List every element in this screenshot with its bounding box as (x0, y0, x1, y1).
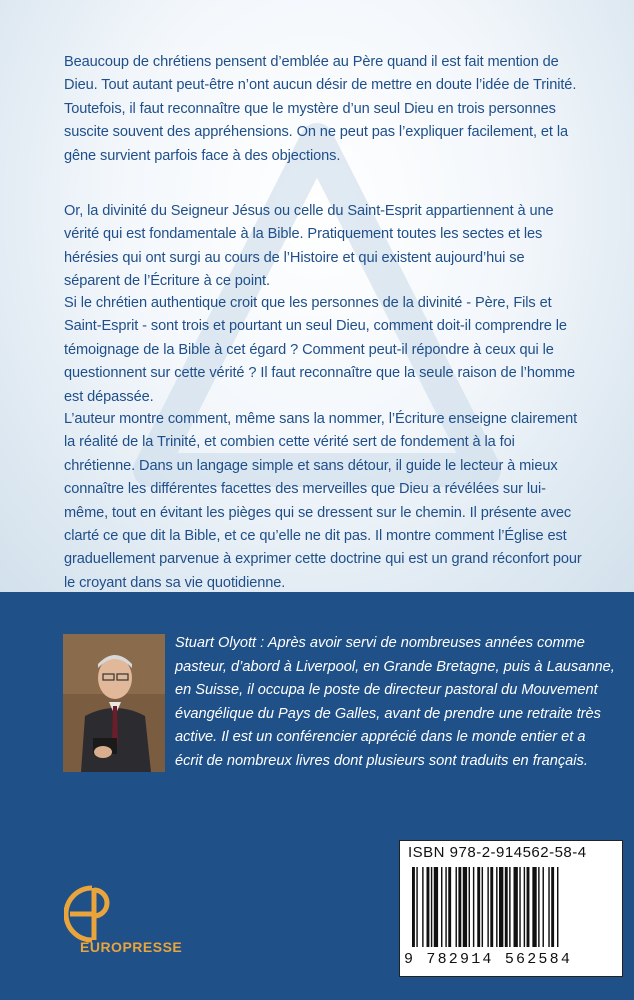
barcode-bar (551, 867, 554, 947)
author-photo (63, 634, 165, 772)
barcode-bar (524, 867, 525, 947)
barcode-bar (469, 867, 470, 947)
description-paragraph-1: Beaucoup de chrétiens pensent d’emblée au Père quand il est fait mention de Dieu. Tout autant peut-être n’ont aucun désir de mettre en doute l’idée de Trinité. Toutefois, il faut reconnaître que le mystère d’un seul Dieu en trois personnes suscite souvent des appréhensions. On ne peut pas l’expliquer facilement, et la gêne survient parfois face à des objections. (64, 54, 577, 164)
barcode-bar (416, 867, 417, 947)
barcode-bar (499, 867, 503, 947)
barcode-bar (519, 867, 520, 947)
author-bio-text: Après avoir servi de nombreuses années comme pasteur, d’abord à Liverpool, en Grande Bretagne, puis à Lausanne, en Suisse, il occupa le poste de directeur pastoral du Mouvement évangélique du Pays de Galles, avant de prendre une retraite très active. Il est un conférencier apprécié dans le monde entier et a écrit de nombreux livres dont plusieurs sont traduits en français. (175, 635, 615, 769)
publisher-name: EUROPRESSE (80, 939, 183, 955)
author-panel (0, 592, 634, 1000)
description-paragraph-2: Or, la divinité du Seigneur Jésus ou celle du Saint-Esprit appartiennent à une vérité qui est fondamentale à la Bible. Pratiquement toutes les sectes et les hérésies qui ont surgi au cours de l’Histoire et qui existent aujourd’hui se séparent de l’Écriture à ce point. (64, 203, 554, 290)
barcode-bar (509, 867, 510, 947)
description-paragraph-3: Si le chrétien authentique croit que les personnes de la divinité - Père, Fils et Saint-Esprit - sont trois et pourtant un seul Dieu, comment doit-il comprendre le témoignage de la Bible à cet égard ? Comment peut-il répondre à ceux qui le questionnent sur cette vérité ? Il faut reconnaître que la seule raison de l’homme est dépassée. (64, 295, 575, 405)
barcode-bar (505, 867, 508, 947)
author-name: Stuart Olyott : (175, 635, 265, 651)
barcode-bar (527, 867, 530, 947)
barcode-bar (477, 867, 480, 947)
barcode-bar (538, 867, 539, 947)
barcode-bar (496, 867, 497, 947)
description-paragraph-4: L’auteur montre comment, même sans la nommer, l’Écriture enseigne clairement la réalité de la Trinité, et combien cette vérité sert de fondement à la foi chrétienne. Dans un langage simple et sans détour, il guide le lecteur à mieux connaître les différentes facettes des merveilles que Dieu a révélées sur lui-même, tout en évitant les pièges qui se dressent sur le chemin. Il présente avec clarté ce que dit la Bible, et ce qu’elle ne dit pas. Il montre comment l’Église est graduellement parvenue à exprimer cette doctrine qui est un grand réconfort pour le croyant dans sa vie quotidienne. (64, 411, 582, 591)
barcode-bar (532, 867, 536, 947)
author-portrait-illustration (63, 634, 165, 772)
barcode-bar (514, 867, 518, 947)
barcode-bar (490, 867, 493, 947)
barcode-bar (431, 867, 432, 947)
barcode-bar (448, 867, 451, 947)
barcode-bar (548, 867, 549, 947)
barcode-bars (406, 867, 616, 951)
barcode-bar (434, 867, 438, 947)
isbn-label: ISBN 978-2-914562-58-4 (408, 844, 587, 861)
isbn-barcode (399, 840, 623, 977)
barcode-bar (427, 867, 430, 947)
barcode-bar (458, 867, 461, 947)
barcode-bar (543, 867, 544, 947)
barcode-bar (412, 867, 415, 947)
author-bio (175, 632, 615, 774)
barcode-bar (482, 867, 483, 947)
barcode-bar (557, 867, 558, 947)
barcode-digits: 9 782914 562584 (404, 951, 573, 968)
europresse-logo-icon (64, 884, 124, 944)
barcode-bar (473, 867, 474, 947)
barcode-bar (445, 867, 446, 947)
barcode-bar (463, 867, 467, 947)
barcode-bar (456, 867, 457, 947)
barcode-bar (422, 867, 423, 947)
barcode-bar (487, 867, 488, 947)
barcode-bar (441, 867, 442, 947)
